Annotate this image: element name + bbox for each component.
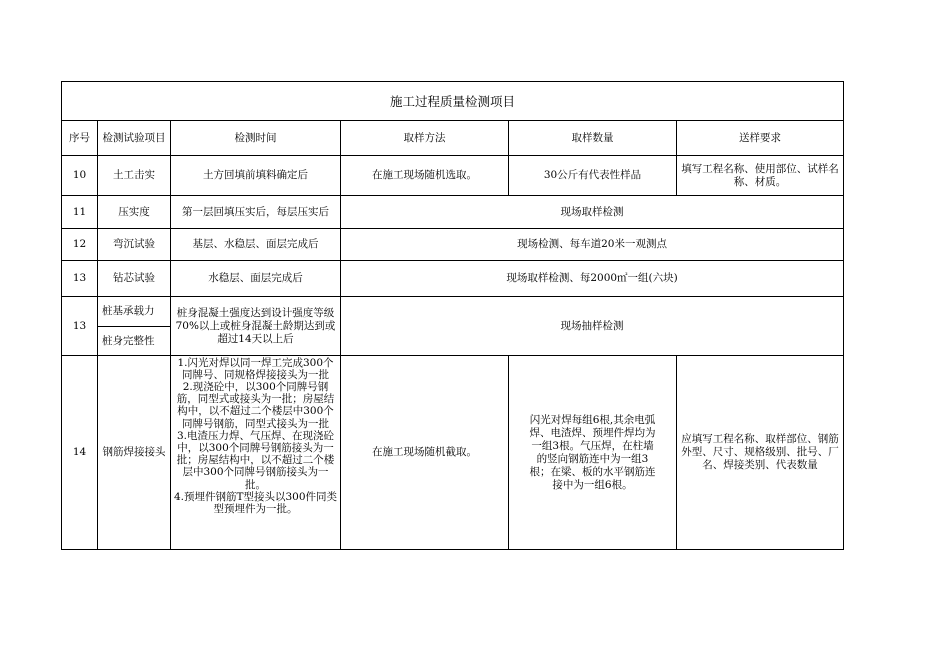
- row-time: 桩身混凝土强度达到设计强度等级70%以上或桩身混凝土龄期达到或超过14天以上后: [171, 297, 341, 356]
- header-requirement: 送样要求: [677, 121, 844, 156]
- row-time: 水稳层、面层完成后: [171, 261, 341, 297]
- row-no: 12: [62, 229, 98, 261]
- row-no: 10: [62, 156, 98, 196]
- row-merged-detail: 现场取样检测: [341, 196, 844, 229]
- row-requirement-text: 应填写工程名称、取样部位、钢筋外型、尺寸、规格级别、批号、厂名、焊接类别、代表数量: [681, 433, 839, 471]
- quality-inspection-table: [61, 81, 844, 550]
- header-item: 检测试验项目: [98, 121, 171, 156]
- row-time-clause: 3.电渣压力焊、气压焊、在现浇砼中，以300个同牌号钢筋接头为一批；房屋结构中，以不超过二个楼层中300个同牌号钢筋接头为一批。: [176, 429, 335, 491]
- row-merged-detail: 现场抽样检测: [341, 297, 844, 356]
- header-method: 取样方法: [341, 121, 509, 156]
- row-item: 弯沉试验: [98, 229, 171, 261]
- row-time: 第一层回填压实后，每层压实后: [171, 196, 341, 229]
- row-quantity: 30公斤有代表性样品: [509, 156, 677, 196]
- row-time: [171, 356, 341, 550]
- header-time: 检测时间: [171, 121, 341, 156]
- row-no: 13: [62, 261, 98, 297]
- row-time-clause: 1.闪光对焊以同一焊工完成300个同牌号、同规格焊接接头为一批: [177, 356, 334, 381]
- row-requirement: [677, 356, 844, 550]
- row-item: [98, 297, 171, 327]
- table-row: [62, 196, 844, 229]
- row-time-text: [173, 357, 338, 549]
- table-row: [62, 156, 844, 196]
- row-time: 基层、水稳层、面层完成后: [171, 229, 341, 261]
- row-item: [98, 327, 171, 356]
- table-row: [62, 229, 844, 261]
- row-item: 钻芯试验: [98, 261, 171, 297]
- table-row: [62, 261, 844, 297]
- table-row: [62, 297, 844, 327]
- header-no: 序号: [62, 121, 98, 156]
- row-item: 土工击实: [98, 156, 171, 196]
- row-method: 在施工现场随机选取。: [341, 156, 509, 196]
- row-time-clause: 4.预埋件钢筋T型接头以300件同类型预埋件为一批。: [173, 490, 338, 515]
- row-merged-detail: 现场取样检测、每2000㎡一组(六块): [341, 261, 844, 297]
- row-no: 14: [62, 356, 98, 550]
- row-item: 压实度: [98, 196, 171, 229]
- row-quantity: [509, 356, 677, 550]
- row-item-label: 桩基承载力: [102, 305, 155, 317]
- row-no: 11: [62, 196, 98, 229]
- row-time: 土方回填前填料确定后: [171, 156, 341, 196]
- table-row: [62, 356, 844, 550]
- sheet-title: 施工过程质量检测项目: [62, 82, 844, 121]
- row-method: 在施工现场随机截取。: [341, 356, 509, 550]
- row-time-clause: 2.现浇砼中，以300个同牌号钢筋，同型式或接头为一批；房屋结构中，以不超过二个楼层中300个同牌号钢筋，同型式接头为一批: [176, 380, 335, 430]
- row-quantity-text: 闪光对焊每组6根,其余电弧焊、电渣焊、预埋件焊均为一组3根。气压焊，在柱墙的竖向钢筋连中为一组3根；在梁、板的水平钢筋连接中为一组6根。: [529, 413, 656, 491]
- row-item-label: 桩身完整性: [102, 334, 155, 347]
- row-item: 钢筋焊接接头: [98, 356, 171, 550]
- header-row: [62, 121, 844, 156]
- row-requirement: 填写工程名称、使用部位、试样名称、材质。: [677, 156, 844, 196]
- header-quantity: 取样数量: [509, 121, 677, 156]
- row-merged-detail: 现场检测、每车道20米一观测点: [341, 229, 844, 261]
- row-no: 13: [62, 297, 98, 356]
